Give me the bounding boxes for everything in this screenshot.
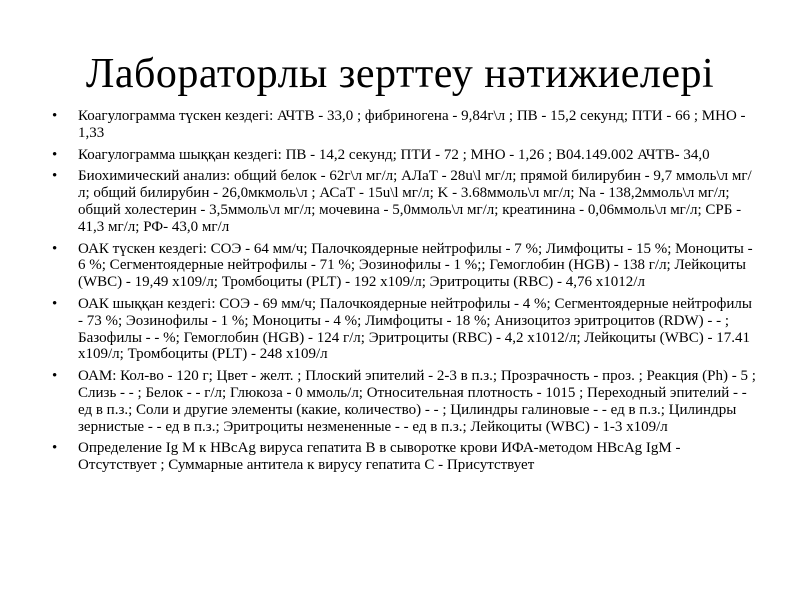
bullet-item-coagulogram-admission: [50, 108, 760, 142]
bullet-list: [50, 108, 760, 479]
bullet-dot-icon: •: [52, 108, 58, 124]
bullet-dot-icon: •: [52, 146, 58, 163]
bullet-item-cbc-admission: [50, 241, 760, 291]
bullet-dot-icon: •: [52, 168, 58, 185]
bullet-dot-icon: •: [52, 440, 58, 457]
bullet-dot-icon: •: [52, 295, 58, 312]
bullet-text: ОАК шыққан кездегі: СОЭ - 69 мм/ч; Палочкоядерные нейтрофилы - 4 %; Сегментоядерные нейтрофилы - 73 %; Эозинофилы - 1 %; Моноциты - 4 %; Лимфоциты - 18 %; Анизоцитоз эритроцитов (RDW) - - ; Базофилы - - %; Гемоглобин (HGB) - 124 г/л; Эритроциты (RBC) - 4,2 х1012/л; Лейкоциты (WBC) - 17.41 х109/л; Тромбоциты (PLT) - 248 х109/л: [78, 295, 752, 363]
bullet-text: Определение Ig M к HBcAg вируса гепатита В в сыворотке крови ИФА-методом HBcAg IgM - Отсутствует ; Суммарные антитела к вирусу гепатита С - Присутствует: [78, 440, 681, 474]
bullet-dot-icon: •: [52, 240, 58, 257]
bullet-item-cbc-discharge: [50, 296, 760, 363]
bullet-text: Биохимический анализ: общий белок - 62г\л мг/л; АЛаТ - 28u\l мг/л; прямой билирубин - 9,7 ммоль\л мг/л; общий билирубин - 26,0мкмоль\л ; АСаТ - 15u\l мг/л; K - 3.68ммоль\л мг/л; Na - 138,2ммоль\л мг/л; общий холестерин - 3,5ммоль\л мг/л; мочевина - 5,0ммоль\л мг/л; креатинина - 0,06ммоль\л мг/л; СРБ - 41,3 мг/л; РФ- 43,0 мг/л: [78, 168, 752, 235]
bullet-item-urinalysis: [50, 368, 760, 435]
bullet-item-biochemistry: [50, 168, 760, 235]
bullet-text: ОАК түскен кездегі: СОЭ - 64 мм/ч; Палочкоядерные нейтрофилы - 7 %; Лимфоциты - 15 %; Моноциты - 6 %; Сегментоядерные нейтрофилы - 71 %; Эозинофилы - 1 %;; Гемоглобин (HGB) - 138 г/л; Лейкоциты (WBC) - 19,49 х109/л; Тромбоциты (PLT) - 192 х109/л; Эритроциты (RBC) - 4,76 х1012/л: [78, 240, 753, 291]
bullet-dot-icon: •: [52, 368, 58, 385]
bullet-text: Коагулограмма шыққан кездегі: ПВ - 14,2 секунд; ПТИ - 72 ; МНО - 1,26 ; В04.149.002 АЧТВ- 34,0: [78, 146, 710, 163]
bullet-item-coagulogram-discharge: [50, 147, 760, 164]
bullet-item-hepatitis-serology: [50, 440, 760, 474]
bullet-text: Коагулограмма түскен кездегі: АЧТВ - 33,0 ; фибриногена - 9,84г\л ; ПВ - 15,2 секунд; ПТИ - 66 ; МНО - 1,33: [78, 108, 746, 141]
slide-title: Лабораторлы зерттеу нәтижиелері: [85, 51, 715, 97]
bullet-text: ОАМ: Кол-во - 120 г; Цвет - желт. ; Плоский эпителий - 2-3 в п.з.; Прозрачность - проз. ; Реакция (Ph) - 5 ; Слизь - - ; Белок - - г/л; Глюкоза - 0 ммоль/л; Относительная плотность - 1015 ; Переходный эпителий - - ед в п.з.; Соли и другие элементы (какие, количество) - - ; Цилиндры галиновые - - ед в п.з.; Цилиндры зернистые - - ед в п.з.; Эритроциты незмененные - - ед в п.з.; Лейкоциты (WBC) - 1-3 х109/л: [78, 368, 756, 435]
